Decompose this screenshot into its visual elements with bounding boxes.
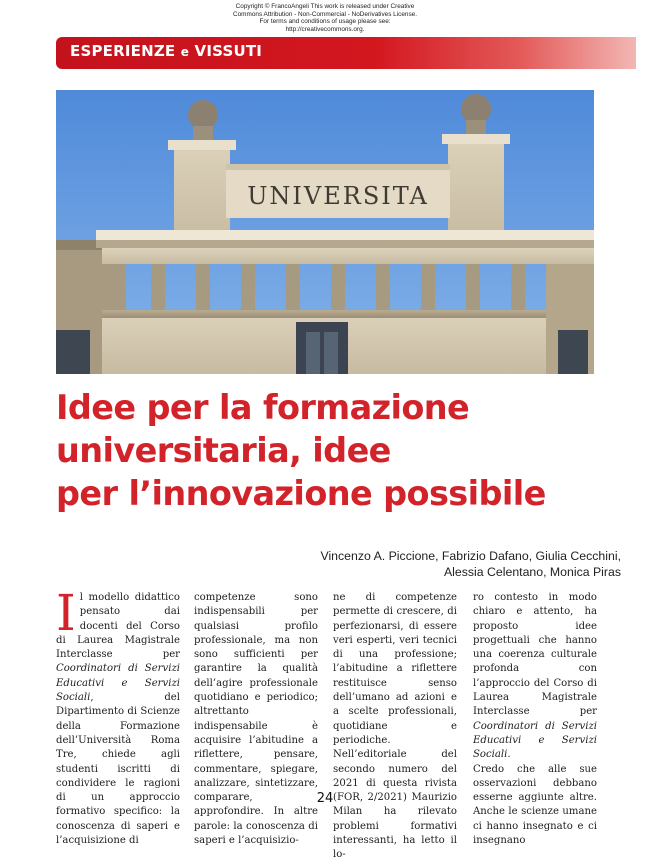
section-label-part: ESPERIENZE [70,42,181,60]
article-paragraph [56,584,180,848]
license-line: For terms and conditions of usage please see: [259,18,391,26]
article-headline [56,386,616,515]
article-paragraph [473,591,597,763]
article-column-4 [473,591,597,848]
course-name: Coordinatori di Servizi Educativi e Servizi Sociali [473,720,597,761]
page-number: 24 [316,791,334,806]
headline-line: Idee per la formazione [56,388,470,427]
authors-line: Alessia Celentano, Monica Piras [443,565,621,579]
article-column-1 [56,584,180,848]
article-column-3 [333,591,457,863]
section-banner [56,37,636,69]
body-text: . [507,749,511,761]
building-inscription: UNIVERSITA [247,182,429,210]
body-text: Credo che alle sue osservazioni debbano esserne aggiunte altre. Anche le scienze umane ci hanno insegnato e ci insegnano [473,763,597,847]
body-text: l modello didattico pensato dai docenti del Corso di Laurea Magistrale Interclasse per [56,592,180,661]
license-link[interactable]: http://creativecommons.org. [285,25,365,33]
license-line: Commons Attribution - Non-Commercial - NoDerivatives License. [233,10,417,18]
article-column-2 [194,591,318,848]
course-name: Coordinatori di Servizi Educativi e Servizi Sociali [56,663,180,704]
authors-line: Vincenzo A. Piccione, Fabrizio Dafano, Giulia Cecchini, [320,549,621,563]
section-label [70,42,262,60]
body-text: competenze sono indispensabili per qualsiasi profilo professionale, ma non sono sufficienti per garantire la qualità dell’agire professionale quotidiano e periodico; altrettanto indispensabile è acquisire l’abitudine a riflettere, pensare, commentare, spiegare, analizzare, sintetizzare, comparare, approfondire. In altre parole: la conoscenza di saperi e l’acquisizio- [194,592,318,847]
building-illustration [56,90,594,374]
body-text: , del Dipartimento di Scienze della Formazione dell’Università Roma Tre, chiede agli studenti iscritti di condividere le ragioni di un approccio formativo specifico: la conoscenza di saperi e l’acquisizione di [56,692,180,847]
university-building-photo [56,90,594,374]
section-label-part: e [180,45,190,59]
headline-line: universitaria, idee [56,431,391,470]
body-text: ro contesto in modo chiaro e attento, ha proposto idee progettuali che hanno una coerenza culturale profonda con l’approccio del Corso di Laurea Magistrale Interclasse per [473,592,597,718]
license-line: Copyright © FrancoAngeli This work is released under Creative [235,3,415,10]
license-notice [170,3,480,33]
drop-cap: I [56,584,76,642]
body-text: ne di competenze permette di crescere, di perfezionarsi, di essere veri esperti, veri tecnici di una professione; l’abitudine a riflettere restituisce senso dell’umano ad azioni e a scelte professionali, quotidiane e periodiche. Nell’editoriale del secondo numero del 2021 di questa rivista (FOR, 2/2021) Maurizio Milan ha rilevato problemi formativi interessanti, ha letto il lo- [333,592,457,861]
section-label-part: VISSUTI [189,42,263,60]
article-authors [320,548,621,580]
headline-line: per l’innovazione possibile [56,474,546,513]
